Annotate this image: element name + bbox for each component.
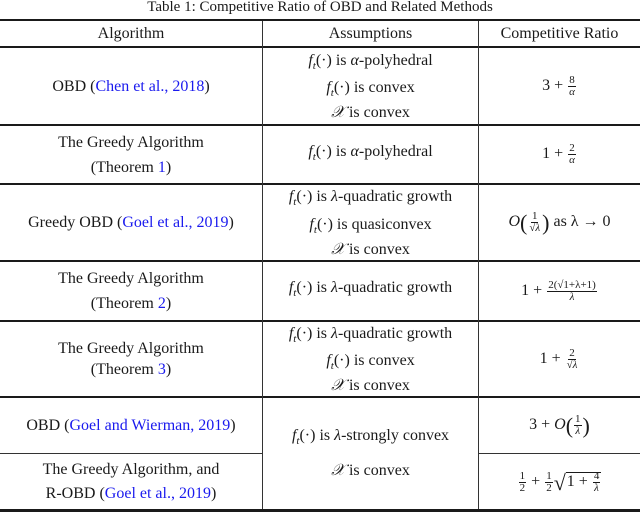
assumption-line: $f_t(\cdot)$ is λ-quadratic growth [288, 188, 453, 209]
row-2-algorithm [0, 126, 262, 183]
assumption-line: $f_t(\cdot)$ is λ-quadratic growth [288, 324, 453, 345]
row-7-ratio [479, 455, 640, 509]
algorithm-text: OBD ( [52, 77, 96, 95]
ratio-formula: $\frac{1}{2}$ + $\frac{1}{2}$ √1 + $\frac{4}{\lambda}$ [519, 469, 600, 495]
assumption-line: $f_t(\cdot)$ is λ-strongly convex [291, 426, 450, 448]
row-2-assumptions [263, 126, 478, 183]
theorem-link[interactable]: 1 [157, 158, 166, 176]
ratio-formula: O( $\frac{1}{√\lambda}$ ) as λ → 0 [508, 210, 611, 235]
citation-link[interactable]: Goel et al., 2019 [122, 214, 229, 231]
algorithm-name: The Greedy Algorithm, and [42, 461, 220, 478]
algorithm-theorem: (Theorem 1) [90, 158, 172, 176]
algorithm-name: Greedy OBD (Goel et al., 2019) [28, 214, 234, 231]
row-6-ratio [479, 398, 640, 453]
header-algorithm [0, 21, 262, 46]
ratio-formula: 1 + $\frac{2}{\alpha}$ [542, 142, 575, 166]
ratio-formula: 3 + O( $\frac{1}{\lambda}$ ) [529, 413, 590, 438]
algorithm-text: ) [204, 77, 210, 95]
row-5-ratio [479, 322, 640, 396]
header-algorithm-label: Algorithm [97, 25, 165, 42]
ratio-formula: 1 + $\frac{2}{√\lambda}$ [539, 346, 578, 371]
assumption-line: 𝒳 is convex [331, 240, 410, 258]
row-6-algorithm [0, 398, 262, 453]
row-3-assumptions [263, 185, 478, 260]
assumption-line: 𝒳 is convex [331, 377, 410, 395]
header-ratio [479, 21, 640, 46]
header-ratio-label: Competitive Ratio [500, 25, 619, 42]
citation-link[interactable]: Goel and Wierman, 2019 [69, 417, 231, 434]
row-5-algorithm [0, 322, 262, 396]
row-1-ratio [479, 48, 640, 124]
algorithm-name [52, 76, 209, 97]
assumption-line: $f_t(\cdot)$ is convex [326, 79, 415, 100]
citation-link[interactable]: Chen et al., 2018 [95, 77, 205, 95]
row-5-assumptions [263, 322, 478, 396]
algorithm-theorem: (Theorem 3) [90, 361, 172, 378]
row-1-algorithm [0, 48, 262, 124]
row-rule-6-left [0, 453, 262, 454]
row-3-ratio [479, 185, 640, 260]
row-2-ratio [479, 126, 640, 183]
row-4-algorithm [0, 262, 262, 320]
row-6-7-assumptions-shared [263, 398, 478, 509]
header-assumptions [263, 21, 478, 46]
row-1-assumptions [263, 48, 478, 124]
ratio-formula: 1 + $\frac{2(√1+\lambda+1)}{\lambda}$ [521, 278, 596, 303]
theorem-link[interactable]: 2 [157, 295, 166, 312]
header-assumptions-label: Assumptions [328, 25, 413, 42]
assumption-line: $f_t(\cdot)$ is quasiconvex [309, 215, 432, 236]
algorithm-theorem: (Theorem 2) [90, 295, 172, 312]
row-3-algorithm [0, 185, 262, 260]
row-4-assumptions [263, 262, 478, 320]
assumption-line: 𝒳 is convex [331, 462, 410, 480]
theorem-link[interactable]: 3 [157, 361, 166, 378]
citation-link[interactable]: Goel et al., 2019 [104, 485, 211, 502]
assumption-line: $f_t(\cdot)$ is λ-quadratic growth [288, 279, 453, 300]
algorithm-name: The Greedy Algorithm [58, 270, 204, 287]
algorithm-name-cont: R-OBD (Goel et al., 2019) [45, 485, 217, 502]
row-rule-6-right [478, 453, 640, 454]
table-caption: Table 1: Competitive Ratio of OBD and Related Methods [147, 0, 493, 15]
algorithm-name: OBD (Goel and Wierman, 2019) [26, 417, 236, 434]
algorithm-name: The Greedy Algorithm [58, 133, 204, 151]
assumption-line: $f_t(\cdot)$ is convex [326, 352, 415, 373]
assumption-line: 𝒳 is convex [331, 104, 410, 122]
ratio-formula: 3 + $\frac{8}{\alpha}$ [542, 73, 575, 98]
assumption-line: $f_t(\cdot)$ is α-polyhedral [308, 51, 433, 72]
row-7-algorithm [0, 455, 262, 509]
assumption-line: $f_t(\cdot)$ is α-polyhedral [308, 142, 433, 164]
row-4-ratio [479, 262, 640, 320]
algorithm-name: The Greedy Algorithm [58, 340, 204, 357]
